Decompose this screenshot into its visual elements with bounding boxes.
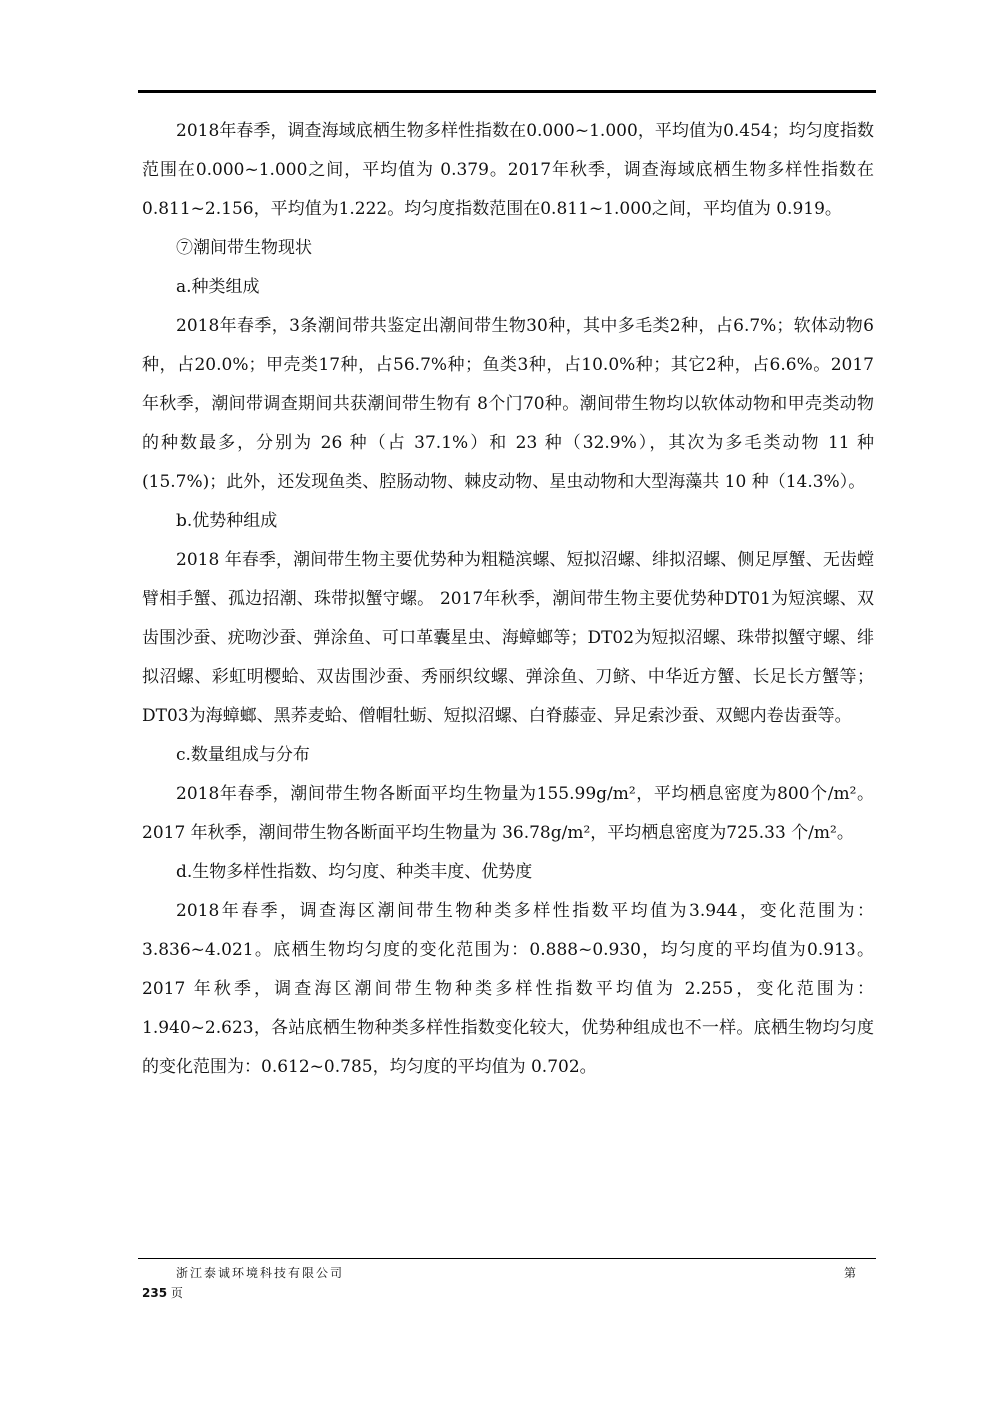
footer-page-prefix: 第 [843,1266,856,1280]
paragraph-quantity-distribution: 2018年春季，潮间带生物各断面平均生物量为155.99g/m²，平均栖息密度为800个/m²。2017 年秋季，潮间带生物各断面平均生物量为 36.78g/m²，平均栖息密度为725.33 个/m²。 [142,784,874,843]
footer-company: 浙江泰诚环境科技有限公司 [176,1266,345,1280]
header-rule [138,90,876,93]
footer-page-number [142,1282,183,1304]
section-heading-intertidal: ⑦潮间带生物现状 [176,238,312,258]
paragraph-diversity-index: 2018年春季，调查海区潮间带生物种类多样性指数平均值为3.944，变化范围为：3.836~4.021。底栖生物均匀度的变化范围为：0.888~0.930，均匀度的平均值为0.913。2017 年秋季，调查海区潮间带生物种类多样性指数平均值为 2.255，变化范围为：1.940~2.623，各站底栖生物种类多样性指数变化较大，优势种组成也不一样。底栖生物均匀度的变化范围为：0.612~0.785，均匀度的平均值为 0.702。 [142,901,874,1077]
page-number-value: 235 [142,1286,168,1300]
subheading-quantity-distribution: c.数量组成与分布 [176,745,310,765]
paragraph-benthic-diversity: 2018年春季，调查海域底栖生物多样性指数在0.000~1.000，平均值为0.454；均匀度指数范围在0.000~1.000之间，平均值为 0.379。2017年秋季，调查海域底栖生物多样性指数在0.811~2.156，平均值为1.222。均匀度指数范围在0.811~1.000之间，平均值为 0.919。 [142,121,874,219]
subheading-species-composition: a.种类组成 [176,277,260,297]
paragraph-species-composition: 2018年春季，3条潮间带共鉴定出潮间带生物30种，其中多毛类2种，占6.7%；软体动物6种，占20.0%；甲壳类17种，占56.7%种；鱼类3种，占10.0%种；其它2种，占6.6%。2017年秋季，潮间带调查期间共获潮间带生物有 8个门70种。潮间带生物均以软体动物和甲壳类动物的种数最多，分别为 26 种（占 37.1%）和 23 种（32.9%），其次为多毛类动物 11 种(15.7%)；此外，还发现鱼类、腔肠动物、棘皮动物、星虫动物和大型海藻共 10 种（14.3%）。 [142,316,874,492]
document-body [142,112,874,1087]
subheading-dominant-species: b.优势种组成 [176,511,278,531]
paragraph-dominant-species: 2018 年春季，潮间带生物主要优势种为粗糙滨螺、短拟沼螺、绯拟沼螺、侧足厚蟹、无齿螳臂相手蟹、孤边招潮、珠带拟蟹守螺。 2017年秋季，潮间带生物主要优势种DT01为短滨螺、双齿围沙蚕、疣吻沙蚕、弹涂鱼、可口革囊星虫、海蟑螂等；DT02为短拟沼螺、珠带拟蟹守螺、绯拟沼螺、彩虹明樱蛤、双齿围沙蚕、秀丽织纹螺、弹涂鱼、刀鲚、中华近方蟹、长足长方蟹等； DT03为海蟑螂、黑荞麦蛤、僧帽牡蛎、短拟沼螺、白脊藤壶、异足索沙蚕、双鳃内卷齿蚕等。 [142,550,874,726]
footer-rule [138,1258,876,1259]
page-suffix: 页 [170,1286,183,1300]
subheading-diversity-index: d.生物多样性指数、均匀度、种类丰度、优势度 [176,862,533,882]
